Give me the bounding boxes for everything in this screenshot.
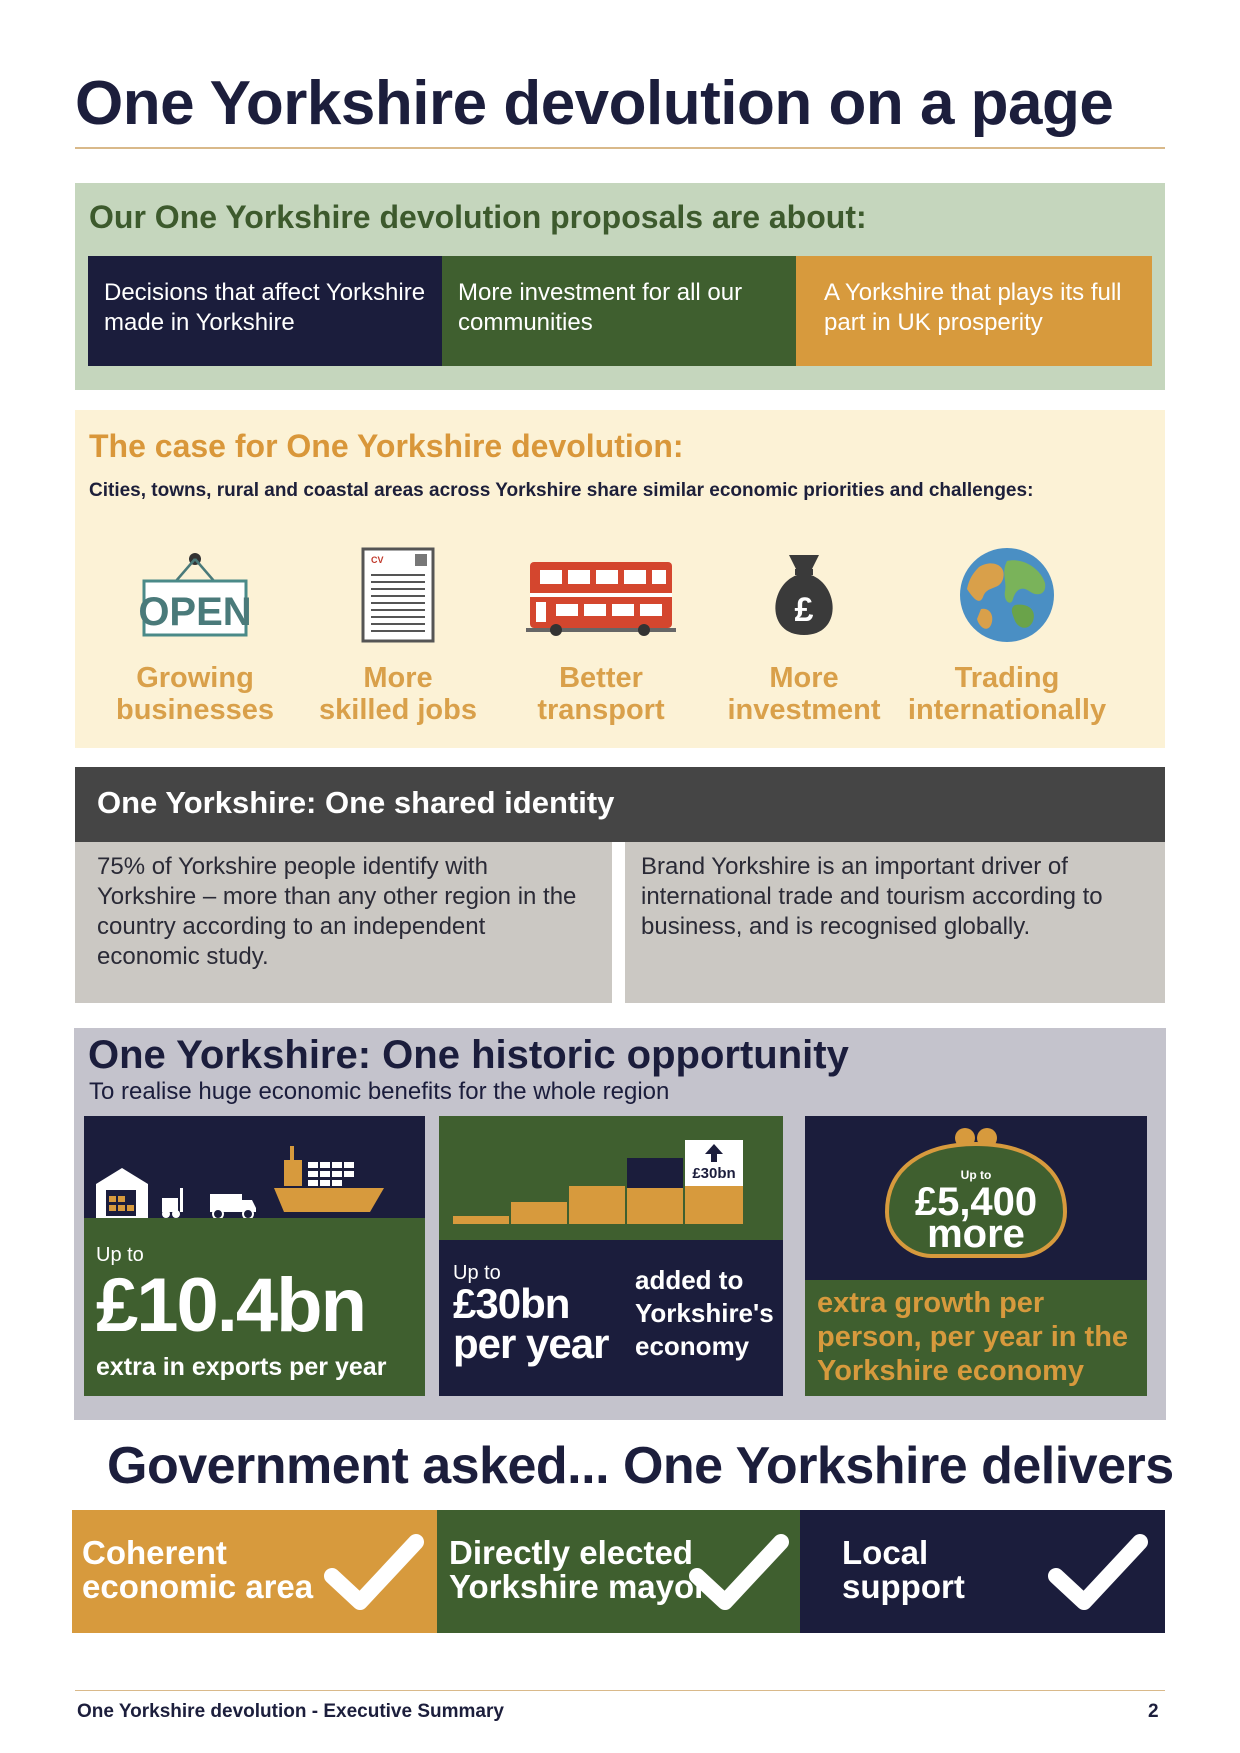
delivery-local-support [800, 1510, 1165, 1633]
exports-caption: extra in exports per year [96, 1353, 387, 1381]
exports-value: £10.4bn [96, 1263, 366, 1348]
delivery-line1: Directly elected [449, 1534, 693, 1571]
economy-value: £30bn [453, 1280, 570, 1327]
delivery-coherent-area [72, 1510, 437, 1633]
identity-section [75, 767, 1165, 1003]
identity-brand: Brand Yorkshire is an important driver of international trade and tourism according to business, and is recognised globally. [625, 842, 1165, 1003]
growth-card [805, 1116, 1147, 1396]
cv-label: CV [371, 555, 384, 565]
proposal-decisions: Decisions that affect Yorkshire made in Yorkshire [88, 256, 442, 366]
bus-icon [526, 550, 676, 640]
delivery-line1: Local [842, 1534, 929, 1571]
case-label-line1: More [769, 662, 839, 694]
checkmark-icon [689, 1532, 789, 1612]
growth-value-more: more [927, 1212, 1025, 1256]
proposals-heading: Our One Yorkshire devolution proposals are about: [89, 199, 867, 235]
delivery-line1: Coherent [82, 1534, 227, 1571]
growth-caption-1: extra growth per [817, 1287, 1045, 1319]
pound-symbol: £ [794, 591, 814, 629]
economy-value-period: per year [453, 1320, 609, 1367]
proposal-investment: More investment for all our communities [442, 256, 796, 366]
cv-document-icon [353, 545, 443, 645]
opportunity-heading: One Yorkshire: One historic opportunity [88, 1033, 849, 1077]
identity-statistic: 75% of Yorkshire people identify with Yorkshire – more than any other region in the country according to an independent economic study. [75, 842, 612, 1003]
checkmark-icon [324, 1532, 424, 1612]
growth-value: £5,400 [914, 1180, 1038, 1224]
identity-heading: One Yorkshire: One shared identity [75, 767, 1165, 842]
economy-caption-1: added to [635, 1265, 744, 1295]
globe-icon [957, 545, 1057, 645]
economy-chart-label: £30bn [692, 1165, 736, 1182]
delivery-line2: support [842, 1568, 965, 1605]
economy-card [439, 1116, 783, 1396]
growth-caption-3: Yorkshire economy [817, 1355, 1085, 1387]
proposal-prosperity: A Yorkshire that plays its full part in UK prosperity [796, 256, 1152, 366]
case-item-more-investment [704, 540, 904, 726]
case-label-line2: investment [727, 694, 881, 726]
opportunity-subheading: To realise huge economic benefits for the whole region [89, 1078, 670, 1105]
case-heading: The case for One Yorkshire devolution: [89, 428, 684, 464]
exports-card [84, 1116, 425, 1396]
economy-caption-3: economy [635, 1331, 750, 1361]
money-bag-icon [759, 545, 849, 645]
footer-title: One Yorkshire devolution - Executive Summary [77, 1701, 504, 1722]
shipping-icon [84, 1116, 425, 1218]
case-label-line1: Growing [136, 662, 254, 694]
delivery-line2: Yorkshire mayor [449, 1568, 708, 1605]
economy-caption-2: Yorkshire's [635, 1298, 774, 1328]
case-item-skilled-jobs [298, 540, 498, 726]
proposals-section [75, 183, 1165, 390]
case-label-line1: Better [559, 662, 643, 694]
exports-prefix: Up to [96, 1244, 144, 1266]
opportunity-section [74, 1028, 1166, 1420]
growth-prefix: Up to [960, 1168, 992, 1182]
footer-divider [75, 1690, 1165, 1691]
case-label-line2: transport [537, 694, 665, 726]
open-sign-text: OPEN [138, 590, 252, 634]
title-divider [75, 147, 1165, 149]
case-subheading: Cities, towns, rural and coastal areas across Yorkshire share similar economic priorities and challenges: [89, 480, 1034, 501]
case-item-trading-internationally [907, 540, 1107, 726]
economy-prefix: Up to [453, 1262, 501, 1284]
government-heading: Government asked... One Yorkshire delivers [107, 1437, 1174, 1495]
case-label-line2: businesses [116, 694, 274, 726]
growth-caption-2: person, per year in the [817, 1321, 1129, 1353]
page-title: One Yorkshire devolution on a page [75, 69, 1114, 138]
delivery-elected-mayor [437, 1510, 800, 1633]
page-number: 2 [1148, 1701, 1159, 1722]
checkmark-icon [1048, 1532, 1148, 1612]
case-label-line1: More [363, 662, 433, 694]
open-sign-icon [130, 545, 260, 645]
delivery-line2: economic area [82, 1568, 314, 1605]
growth-bars-icon [439, 1116, 783, 1240]
case-label-line1: Trading [954, 662, 1060, 694]
case-label-line2: skilled jobs [319, 694, 477, 726]
case-label-line2: internationally [907, 694, 1107, 726]
case-item-better-transport [501, 540, 701, 726]
case-section [75, 410, 1165, 748]
case-item-growing-businesses [95, 540, 295, 726]
